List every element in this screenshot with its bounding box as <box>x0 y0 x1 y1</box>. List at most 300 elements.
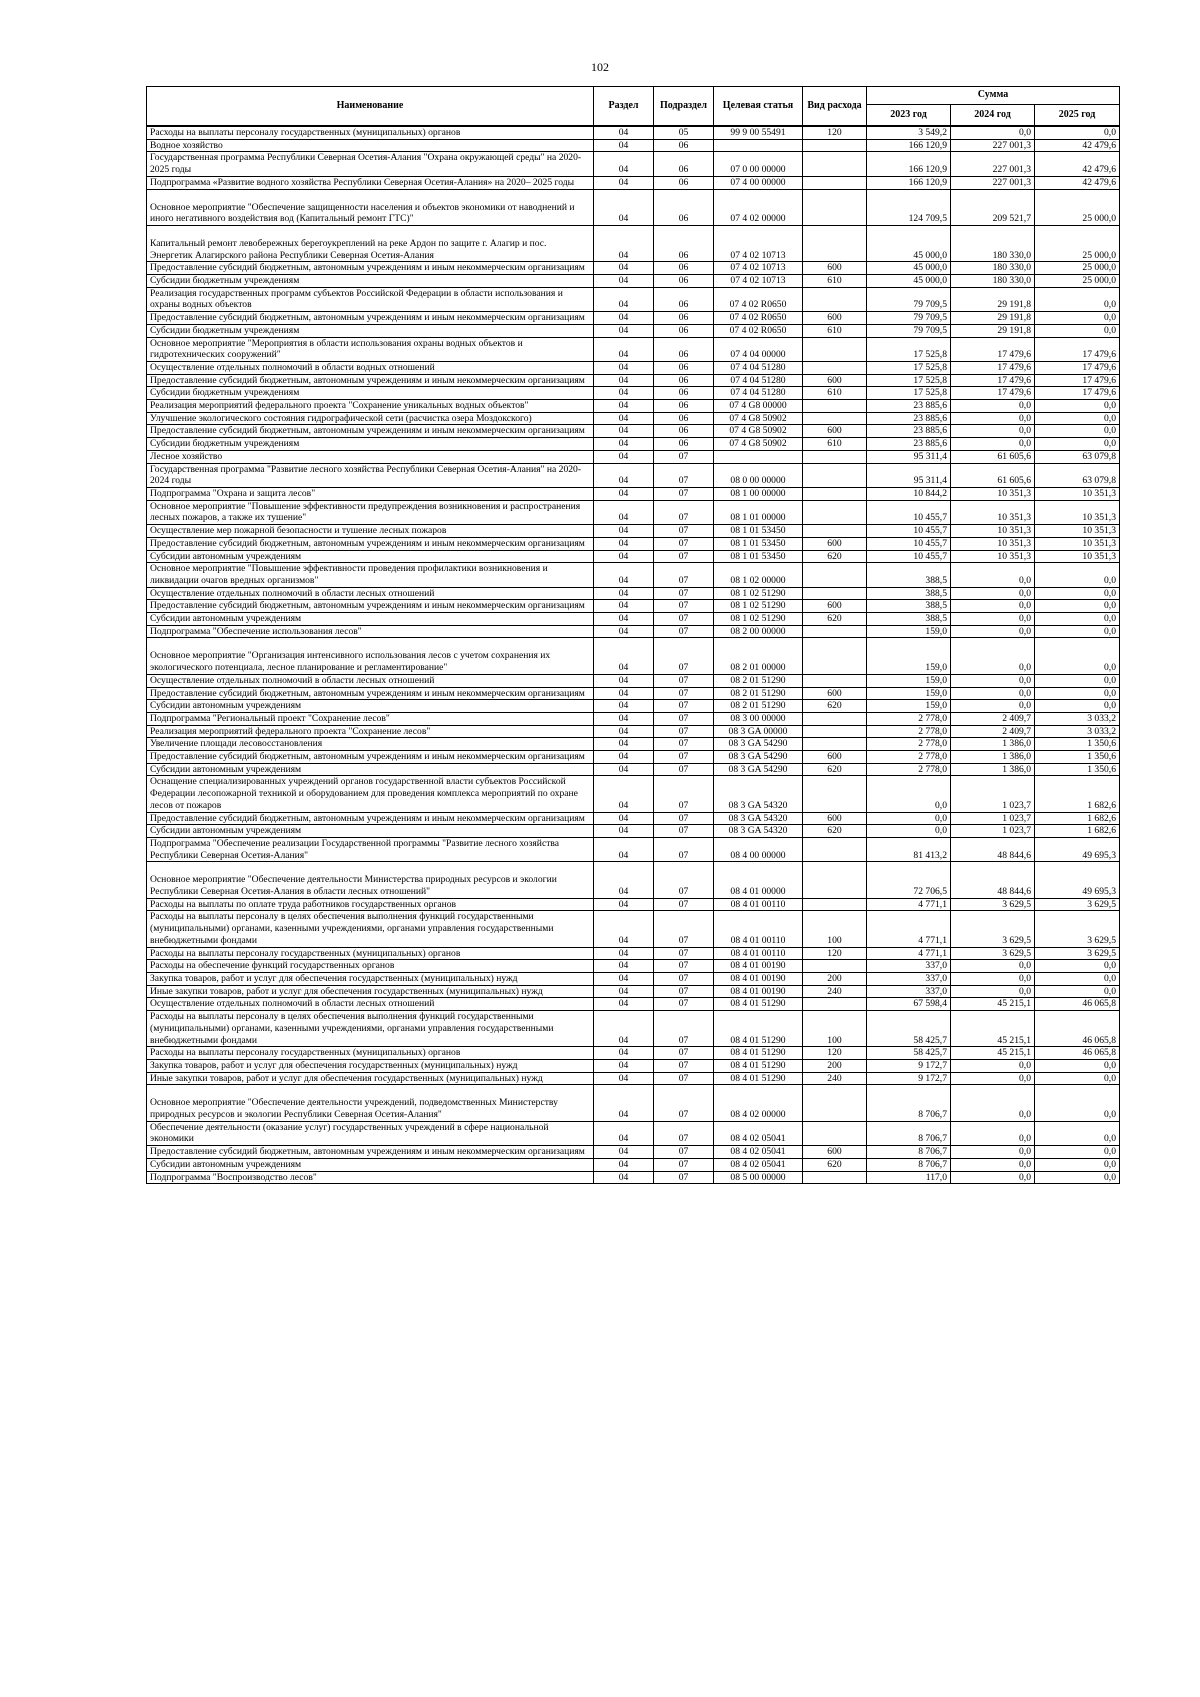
cell-2024: 209 521,7 <box>951 189 1035 225</box>
cell-2024: 45 215,1 <box>951 1047 1035 1060</box>
cell-celevaya-statya: 08 4 02 00000 <box>714 1085 803 1121</box>
cell-2023: 2 778,0 <box>867 763 951 776</box>
cell-podrazdel: 06 <box>654 176 714 189</box>
cell-vid-rashoda <box>803 139 867 152</box>
cell-2024: 0,0 <box>951 687 1035 700</box>
cell-2025: 63 079,8 <box>1035 463 1120 487</box>
cell-2024: 10 351,3 <box>951 550 1035 563</box>
cell-celevaya-statya: 08 4 01 00110 <box>714 911 803 947</box>
table-row <box>147 776 1120 812</box>
cell-name: Предоставление субсидий бюджетным, автономным учреждениям и иным некоммерческим организациям <box>147 812 594 825</box>
cell-2024: 0,0 <box>951 425 1035 438</box>
cell-vid-rashoda: 600 <box>803 751 867 764</box>
cell-celevaya-statya: 07 4 02 10713 <box>714 275 803 288</box>
cell-celevaya-statya: 07 4 02 R0650 <box>714 287 803 311</box>
cell-2024: 0,0 <box>951 960 1035 973</box>
cell-2024: 1 386,0 <box>951 751 1035 764</box>
cell-2023: 159,0 <box>867 625 951 638</box>
cell-2023: 58 425,7 <box>867 1047 951 1060</box>
cell-razdel: 04 <box>594 751 654 764</box>
cell-razdel: 04 <box>594 487 654 500</box>
cell-2023: 2 778,0 <box>867 712 951 725</box>
cell-name: Капитальный ремонт левобережных берегоукреплений на реке Ардон по защите г. Алагир и пос. Энергетик Алагирского района Республики Северная Осетия-Алания <box>147 225 594 261</box>
cell-celevaya-statya: 08 1 02 51290 <box>714 613 803 626</box>
cell-2023: 159,0 <box>867 638 951 674</box>
table-row <box>147 998 1120 1011</box>
cell-razdel: 04 <box>594 225 654 261</box>
cell-vid-rashoda: 600 <box>803 374 867 387</box>
table-row <box>147 1158 1120 1171</box>
cell-2023: 2 778,0 <box>867 738 951 751</box>
cell-2023: 4 771,1 <box>867 898 951 911</box>
cell-podrazdel: 05 <box>654 126 714 139</box>
cell-2023: 17 525,8 <box>867 387 951 400</box>
cell-2024: 0,0 <box>951 600 1035 613</box>
cell-2024: 48 844,6 <box>951 837 1035 861</box>
cell-2025: 25 000,0 <box>1035 225 1120 261</box>
cell-razdel: 04 <box>594 1171 654 1184</box>
cell-name: Обеспечение деятельности (оказание услуг) государственных учреждений в сфере национальной экономики <box>147 1121 594 1145</box>
cell-2023: 10 455,7 <box>867 550 951 563</box>
cell-podrazdel: 07 <box>654 687 714 700</box>
cell-2025: 25 000,0 <box>1035 189 1120 225</box>
cell-razdel: 04 <box>594 725 654 738</box>
cell-name: Расходы на выплаты персоналу государственных (муниципальных) органов <box>147 126 594 139</box>
cell-2024: 227 001,3 <box>951 152 1035 176</box>
cell-2025: 0,0 <box>1035 700 1120 713</box>
cell-vid-rashoda <box>803 738 867 751</box>
cell-name: Расходы на выплаты персоналу государственных (муниципальных) органов <box>147 947 594 960</box>
cell-2023: 337,0 <box>867 973 951 986</box>
cell-name: Реализация государственных программ субъектов Российской Федерации в области использования и охраны водных объектов <box>147 287 594 311</box>
cell-2025: 3 629,5 <box>1035 898 1120 911</box>
cell-2023: 81 413,2 <box>867 837 951 861</box>
cell-2025: 0,0 <box>1035 600 1120 613</box>
cell-vid-rashoda: 620 <box>803 550 867 563</box>
cell-celevaya-statya: 07 4 02 R0650 <box>714 324 803 337</box>
cell-2024: 1 023,7 <box>951 812 1035 825</box>
cell-podrazdel: 07 <box>654 712 714 725</box>
cell-2023: 4 771,1 <box>867 911 951 947</box>
cell-2024: 10 351,3 <box>951 525 1035 538</box>
cell-vid-rashoda <box>803 189 867 225</box>
cell-2023: 45 000,0 <box>867 275 951 288</box>
cell-vid-rashoda: 100 <box>803 1011 867 1047</box>
cell-celevaya-statya: 08 4 00 00000 <box>714 837 803 861</box>
cell-name: Расходы на выплаты персоналу в целях обеспечения выполнения функций государственными (муниципальными) органами, казенными учреждениями, органами управления государственными внебюджетными фондами <box>147 911 594 947</box>
cell-2023: 10 455,7 <box>867 525 951 538</box>
cell-razdel: 04 <box>594 998 654 1011</box>
table-row <box>147 985 1120 998</box>
table-row <box>147 947 1120 960</box>
cell-podrazdel: 06 <box>654 374 714 387</box>
cell-2023: 166 120,9 <box>867 152 951 176</box>
cell-vid-rashoda <box>803 487 867 500</box>
header-podrazdel: Подраздел <box>654 87 714 127</box>
cell-vid-rashoda: 240 <box>803 985 867 998</box>
cell-podrazdel: 07 <box>654 738 714 751</box>
cell-celevaya-statya: 08 1 01 53450 <box>714 550 803 563</box>
cell-2025: 0,0 <box>1035 126 1120 139</box>
cell-2025: 3 629,5 <box>1035 947 1120 960</box>
table-row <box>147 751 1120 764</box>
cell-2025: 10 351,3 <box>1035 487 1120 500</box>
cell-podrazdel: 07 <box>654 898 714 911</box>
cell-celevaya-statya: 08 1 01 00000 <box>714 500 803 524</box>
cell-2023: 9 172,7 <box>867 1072 951 1085</box>
cell-2024: 0,0 <box>951 126 1035 139</box>
cell-celevaya-statya: 08 0 00 00000 <box>714 463 803 487</box>
cell-razdel: 04 <box>594 911 654 947</box>
cell-2024: 180 330,0 <box>951 225 1035 261</box>
cell-2025: 0,0 <box>1035 973 1120 986</box>
cell-2025: 0,0 <box>1035 687 1120 700</box>
cell-name: Предоставление субсидий бюджетным, автономным учреждениям и иным некоммерческим организациям <box>147 425 594 438</box>
cell-name: Субсидии автономным учреждениям <box>147 700 594 713</box>
table-row <box>147 738 1120 751</box>
cell-name: Подпрограмма «Развитие водного хозяйства Республики Северная Осетия-Алания» на 2020– 2025 годы <box>147 176 594 189</box>
cell-2024: 29 191,8 <box>951 312 1035 325</box>
cell-2025: 46 065,8 <box>1035 1047 1120 1060</box>
cell-celevaya-statya: 07 4 04 51280 <box>714 361 803 374</box>
cell-2023: 95 311,4 <box>867 463 951 487</box>
cell-celevaya-statya: 08 3 GA 54320 <box>714 776 803 812</box>
cell-vid-rashoda: 200 <box>803 1059 867 1072</box>
cell-name: Субсидии автономным учреждениям <box>147 613 594 626</box>
table-row <box>147 638 1120 674</box>
cell-2023: 23 885,6 <box>867 425 951 438</box>
cell-2023: 10 455,7 <box>867 500 951 524</box>
cell-celevaya-statya: 07 4 G8 50902 <box>714 412 803 425</box>
cell-name: Осуществление отдельных полномочий в области лесных отношений <box>147 674 594 687</box>
cell-vid-rashoda <box>803 463 867 487</box>
cell-2024: 0,0 <box>951 563 1035 587</box>
cell-2024: 17 479,6 <box>951 387 1035 400</box>
cell-2023: 337,0 <box>867 960 951 973</box>
table-row <box>147 361 1120 374</box>
cell-2023: 23 885,6 <box>867 400 951 413</box>
table-row <box>147 225 1120 261</box>
cell-podrazdel: 07 <box>654 763 714 776</box>
cell-name: Закупка товаров, работ и услуг для обеспечения государственных (муниципальных) нужд <box>147 1059 594 1072</box>
table-row <box>147 674 1120 687</box>
table-row <box>147 374 1120 387</box>
cell-name: Осуществление мер пожарной безопасности и тушение лесных пожаров <box>147 525 594 538</box>
cell-2025: 0,0 <box>1035 425 1120 438</box>
table-row <box>147 1059 1120 1072</box>
cell-vid-rashoda <box>803 862 867 898</box>
cell-2025: 3 033,2 <box>1035 725 1120 738</box>
cell-2025: 3 629,5 <box>1035 911 1120 947</box>
cell-name: Предоставление субсидий бюджетным, автономным учреждениям и иным некоммерческим организациям <box>147 751 594 764</box>
cell-podrazdel: 06 <box>654 387 714 400</box>
cell-name: Субсидии автономным учреждениям <box>147 1158 594 1171</box>
cell-2025: 0,0 <box>1035 625 1120 638</box>
table-row <box>147 911 1120 947</box>
table-row <box>147 537 1120 550</box>
cell-podrazdel: 07 <box>654 525 714 538</box>
cell-celevaya-statya: 08 2 01 51290 <box>714 687 803 700</box>
cell-razdel: 04 <box>594 776 654 812</box>
table-row <box>147 189 1120 225</box>
header-year-2024: 2024 год <box>951 105 1035 127</box>
cell-razdel: 04 <box>594 587 654 600</box>
cell-razdel: 04 <box>594 1121 654 1145</box>
cell-vid-rashoda <box>803 287 867 311</box>
cell-celevaya-statya: 08 4 02 05041 <box>714 1146 803 1159</box>
cell-2024: 1 386,0 <box>951 738 1035 751</box>
cell-name: Подпрограмма "Региональный проект "Сохранение лесов" <box>147 712 594 725</box>
cell-podrazdel: 07 <box>654 450 714 463</box>
cell-2024: 45 215,1 <box>951 998 1035 1011</box>
cell-razdel: 04 <box>594 738 654 751</box>
cell-2024: 0,0 <box>951 1171 1035 1184</box>
cell-name: Оснащение специализированных учреждений органов государственной власти субъектов Российской Федерации лесопожарной техникой и оборудованием для проведения комплекса мероприятий по охране лесов от пожаров <box>147 776 594 812</box>
cell-2023: 8 706,7 <box>867 1146 951 1159</box>
table-row <box>147 613 1120 626</box>
cell-razdel: 04 <box>594 189 654 225</box>
cell-2023: 388,5 <box>867 587 951 600</box>
cell-celevaya-statya <box>714 139 803 152</box>
cell-2025: 25 000,0 <box>1035 262 1120 275</box>
cell-2024: 17 479,6 <box>951 374 1035 387</box>
cell-name: Реализация мероприятий федерального проекта "Сохранение лесов" <box>147 725 594 738</box>
table-row <box>147 1047 1120 1060</box>
cell-2023: 166 120,9 <box>867 176 951 189</box>
cell-2023: 4 771,1 <box>867 947 951 960</box>
table-row <box>147 337 1120 361</box>
cell-razdel: 04 <box>594 374 654 387</box>
cell-2025: 17 479,6 <box>1035 374 1120 387</box>
cell-2024: 0,0 <box>951 985 1035 998</box>
cell-vid-rashoda <box>803 337 867 361</box>
cell-name: Субсидии автономным учреждениям <box>147 825 594 838</box>
cell-2024: 0,0 <box>951 412 1035 425</box>
cell-vid-rashoda <box>803 725 867 738</box>
cell-2025: 0,0 <box>1035 324 1120 337</box>
cell-2024: 0,0 <box>951 613 1035 626</box>
cell-razdel: 04 <box>594 139 654 152</box>
cell-celevaya-statya: 08 3 GA 54290 <box>714 738 803 751</box>
cell-vid-rashoda <box>803 587 867 600</box>
page-number: 102 <box>591 60 609 74</box>
cell-2025: 0,0 <box>1035 1158 1120 1171</box>
cell-2024: 3 629,5 <box>951 947 1035 960</box>
cell-razdel: 04 <box>594 947 654 960</box>
cell-razdel: 04 <box>594 563 654 587</box>
cell-celevaya-statya: 08 4 02 05041 <box>714 1158 803 1171</box>
cell-2023: 388,5 <box>867 600 951 613</box>
cell-2024: 10 351,3 <box>951 487 1035 500</box>
table-row <box>147 825 1120 838</box>
cell-name: Подпрограмма "Охрана и защита лесов" <box>147 487 594 500</box>
cell-name: Расходы на выплаты персоналу в целях обеспечения выполнения функций государственными (муниципальными) органами, казенными учреждениями, органами управления государственными внебюджетными фондами <box>147 1011 594 1047</box>
cell-2024: 0,0 <box>951 1059 1035 1072</box>
cell-name: Улучшение экологического состояния гидрографической сети (расчистка озера Моздокского) <box>147 412 594 425</box>
cell-razdel: 04 <box>594 837 654 861</box>
cell-2024: 180 330,0 <box>951 275 1035 288</box>
cell-podrazdel: 07 <box>654 537 714 550</box>
cell-2025: 46 065,8 <box>1035 998 1120 1011</box>
cell-2024: 0,0 <box>951 973 1035 986</box>
cell-podrazdel: 06 <box>654 189 714 225</box>
cell-podrazdel: 06 <box>654 139 714 152</box>
cell-2024: 2 409,7 <box>951 725 1035 738</box>
cell-2025: 1 350,6 <box>1035 763 1120 776</box>
cell-razdel: 04 <box>594 361 654 374</box>
cell-razdel: 04 <box>594 262 654 275</box>
cell-2023: 95 311,4 <box>867 450 951 463</box>
cell-razdel: 04 <box>594 812 654 825</box>
table-row <box>147 1011 1120 1047</box>
cell-vid-rashoda <box>803 1171 867 1184</box>
table-row <box>147 438 1120 451</box>
cell-name: Предоставление субсидий бюджетным, автономным учреждениям и иным некоммерческим организациям <box>147 537 594 550</box>
cell-podrazdel: 07 <box>654 1047 714 1060</box>
cell-vid-rashoda: 620 <box>803 1158 867 1171</box>
cell-celevaya-statya: 08 3 GA 54290 <box>714 763 803 776</box>
cell-2025: 17 479,6 <box>1035 361 1120 374</box>
cell-2023: 8 706,7 <box>867 1121 951 1145</box>
cell-vid-rashoda: 620 <box>803 763 867 776</box>
table-row <box>147 812 1120 825</box>
cell-celevaya-statya: 08 4 01 51290 <box>714 1047 803 1060</box>
cell-razdel: 04 <box>594 126 654 139</box>
cell-vid-rashoda: 610 <box>803 324 867 337</box>
cell-podrazdel: 07 <box>654 825 714 838</box>
table-row <box>147 712 1120 725</box>
cell-celevaya-statya: 07 4 04 51280 <box>714 374 803 387</box>
cell-2025: 0,0 <box>1035 985 1120 998</box>
cell-razdel: 04 <box>594 275 654 288</box>
cell-2025: 49 695,3 <box>1035 862 1120 898</box>
table-row <box>147 500 1120 524</box>
cell-2025: 42 479,6 <box>1035 152 1120 176</box>
cell-vid-rashoda: 100 <box>803 911 867 947</box>
cell-celevaya-statya: 07 4 02 R0650 <box>714 312 803 325</box>
cell-2025: 46 065,8 <box>1035 1011 1120 1047</box>
cell-name: Субсидии автономным учреждениям <box>147 550 594 563</box>
cell-podrazdel: 07 <box>654 1158 714 1171</box>
cell-podrazdel: 07 <box>654 463 714 487</box>
cell-podrazdel: 07 <box>654 500 714 524</box>
cell-podrazdel: 07 <box>654 1121 714 1145</box>
cell-celevaya-statya: 08 4 01 00190 <box>714 960 803 973</box>
cell-podrazdel: 07 <box>654 1171 714 1184</box>
cell-2024: 17 479,6 <box>951 361 1035 374</box>
cell-celevaya-statya: 08 4 01 00110 <box>714 947 803 960</box>
cell-celevaya-statya <box>714 450 803 463</box>
cell-vid-rashoda: 600 <box>803 1146 867 1159</box>
cell-name: Подпрограмма "Обеспечение использования лесов" <box>147 625 594 638</box>
cell-celevaya-statya: 08 1 01 53450 <box>714 537 803 550</box>
cell-2025: 1 682,6 <box>1035 776 1120 812</box>
cell-2025: 0,0 <box>1035 287 1120 311</box>
cell-podrazdel: 07 <box>654 1146 714 1159</box>
table-row <box>147 725 1120 738</box>
cell-razdel: 04 <box>594 550 654 563</box>
cell-podrazdel: 07 <box>654 960 714 973</box>
cell-celevaya-statya: 08 3 GA 54320 <box>714 812 803 825</box>
table-row <box>147 898 1120 911</box>
cell-celevaya-statya: 08 1 01 53450 <box>714 525 803 538</box>
cell-vid-rashoda <box>803 776 867 812</box>
cell-2023: 8 706,7 <box>867 1085 951 1121</box>
cell-razdel: 04 <box>594 312 654 325</box>
cell-2025: 1 682,6 <box>1035 825 1120 838</box>
cell-vid-rashoda: 610 <box>803 387 867 400</box>
cell-celevaya-statya: 99 9 00 55491 <box>714 126 803 139</box>
cell-name: Субсидии бюджетным учреждениям <box>147 275 594 288</box>
cell-razdel: 04 <box>594 1059 654 1072</box>
cell-2024: 0,0 <box>951 638 1035 674</box>
cell-vid-rashoda <box>803 638 867 674</box>
table-row <box>147 1146 1120 1159</box>
cell-2025: 25 000,0 <box>1035 275 1120 288</box>
cell-2024: 227 001,3 <box>951 176 1035 189</box>
cell-vid-rashoda: 120 <box>803 126 867 139</box>
table-row <box>147 563 1120 587</box>
cell-name: Предоставление субсидий бюджетным, автономным учреждениям и иным некоммерческим организациям <box>147 1146 594 1159</box>
cell-2023: 2 778,0 <box>867 751 951 764</box>
cell-2025: 1 682,6 <box>1035 812 1120 825</box>
cell-razdel: 04 <box>594 1158 654 1171</box>
cell-2024: 0,0 <box>951 1146 1035 1159</box>
cell-vid-rashoda <box>803 361 867 374</box>
cell-name: Подпрограмма "Обеспечение реализации Государственной программы "Развитие лесного хозяйства Республики Северная Осетия-Алания" <box>147 837 594 861</box>
table-row <box>147 126 1120 139</box>
cell-2024: 0,0 <box>951 1085 1035 1121</box>
cell-celevaya-statya: 07 0 00 00000 <box>714 152 803 176</box>
table-row <box>147 837 1120 861</box>
cell-name: Основное мероприятие "Мероприятия в области использования охраны водных объектов и гидротехнических сооружений" <box>147 337 594 361</box>
cell-2023: 0,0 <box>867 776 951 812</box>
cell-vid-rashoda <box>803 525 867 538</box>
cell-vid-rashoda: 200 <box>803 973 867 986</box>
cell-vid-rashoda <box>803 1121 867 1145</box>
cell-razdel: 04 <box>594 625 654 638</box>
cell-name: Основное мероприятие "Обеспечение защищенности населения и объектов экономики от наводнений и иного негативного воздействия вод (Капитальный ремонт ГТС)" <box>147 189 594 225</box>
cell-razdel: 04 <box>594 862 654 898</box>
cell-name: Осуществление отдельных полномочий в области лесных отношений <box>147 587 594 600</box>
cell-2023: 166 120,9 <box>867 139 951 152</box>
cell-name: Расходы на выплаты по оплате труда работников государственных органов <box>147 898 594 911</box>
cell-podrazdel: 06 <box>654 225 714 261</box>
cell-razdel: 04 <box>594 985 654 998</box>
cell-podrazdel: 07 <box>654 1059 714 1072</box>
cell-celevaya-statya: 08 3 GA 00000 <box>714 725 803 738</box>
table-row <box>147 262 1120 275</box>
cell-celevaya-statya: 08 4 01 51290 <box>714 1059 803 1072</box>
cell-2023: 79 709,5 <box>867 312 951 325</box>
cell-vid-rashoda <box>803 712 867 725</box>
cell-razdel: 04 <box>594 613 654 626</box>
cell-name: Расходы на обеспечение функций государственных органов <box>147 960 594 973</box>
cell-name: Субсидии автономным учреждениям <box>147 763 594 776</box>
table-row <box>147 625 1120 638</box>
cell-celevaya-statya: 08 4 01 00190 <box>714 985 803 998</box>
cell-razdel: 04 <box>594 287 654 311</box>
cell-razdel: 04 <box>594 1072 654 1085</box>
cell-celevaya-statya: 08 1 02 51290 <box>714 600 803 613</box>
cell-razdel: 04 <box>594 425 654 438</box>
cell-2023: 72 706,5 <box>867 862 951 898</box>
cell-podrazdel: 06 <box>654 324 714 337</box>
cell-2025: 0,0 <box>1035 400 1120 413</box>
cell-2023: 45 000,0 <box>867 225 951 261</box>
cell-vid-rashoda <box>803 625 867 638</box>
cell-razdel: 04 <box>594 712 654 725</box>
